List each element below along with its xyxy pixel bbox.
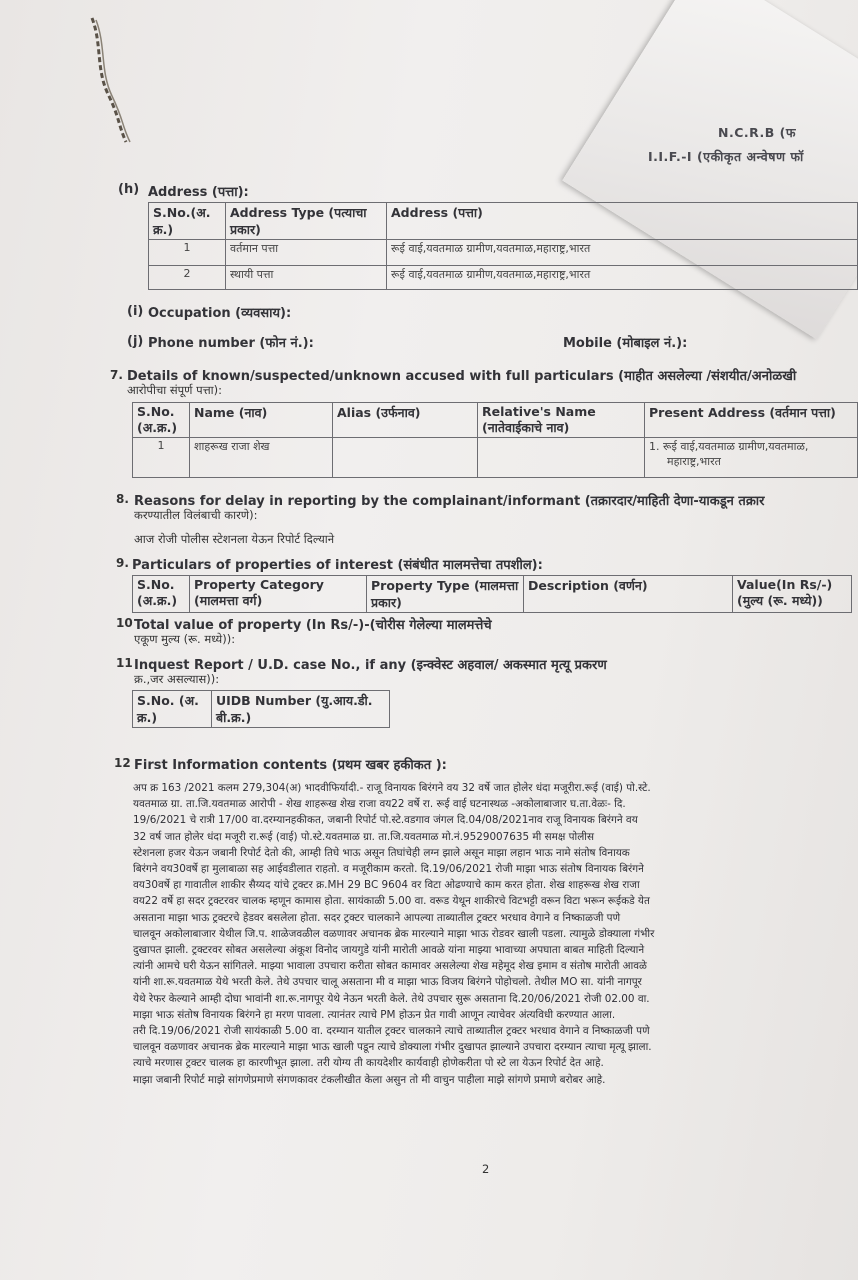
ncrb-header: N.C.R.B (फ [718, 125, 796, 140]
column-header: Present Address (वर्तमान पत्ता) [645, 403, 858, 438]
table-header-row [133, 403, 858, 438]
column-header: Address (पत्ता) [387, 203, 858, 240]
table-header-row [133, 691, 390, 728]
fir-line: स्टेशनला हजर येऊन जबानी रिपोर्ट देतो की, आम्ही तिघे भाऊ असून तिघांचेही लग्न झाले असून माझा लहान भाऊ नामे संतोष विनायक [133, 846, 630, 859]
column-header: Relative's Name (नातेवाईकाचे नाव) [478, 403, 645, 438]
fir-line: माझा भाऊ संतोष विनायक बिरंगने हा मरण पावला. त्यानंतर त्याचे PM होऊन प्रेत गावी आणून त्याचेवर अंत्यविधी करण्यात आला. [133, 1008, 616, 1021]
fir-line: चालवून वळणावर अचानक ब्रेक मारल्याने माझा भाऊ खाली पडून त्याचे डोक्याला गंभीर दुखापत झाल्याने उपचारा दरम्यान त्याचा मृत्यू झाला. [133, 1041, 652, 1054]
cell-sno: 1 [133, 438, 190, 478]
binding-thread [88, 14, 138, 144]
table-header-row [133, 576, 852, 613]
total-value-label-line2: एकूण मुल्य (रू. मध्ये)): [134, 632, 236, 646]
cell-alias [333, 438, 478, 478]
accused-table [132, 402, 858, 478]
accused-label-line1: Details of known/suspected/unknown accused with full particulars (माहीत असलेल्या /संशयीत/अनोळखी [127, 369, 797, 384]
column-header: Alias (उर्फनाव) [333, 403, 478, 438]
column-header: S.No. (अ. क्र.) [133, 691, 212, 728]
present-address-line2: महाराष्ट्र,भारत [667, 455, 721, 468]
cell-sno: 2 [149, 266, 226, 290]
fir-line: तरी दि.19/06/2021 रोजी सायंकाळी 5.00 वा. दरम्यान यातील ट्रक्टर चालकाने त्याचे ताब्यातील ट्रक्टर भरधाव वेगाने व निष्काळजी पणे [133, 1025, 650, 1038]
mobile-label: Mobile (मोबाइल नं.): [563, 336, 688, 351]
fir-line: यवतमाळ ग्रा. ता.जि.यवतमाळ आरोपी - शेख शाहरूख शेख राजा वय22 वर्षे रा. रूई वाई घटनास्थळ -अकोलाबाजार घ.ता.वेळः- दि. [133, 798, 626, 811]
fir-line: यांनी शा.रू.यवतमाळ येथे भरती केले. तेथे उपचार चालू असताना मी व माझा भाऊ विजय बिरंगने पोहोचलो. तेथील MO सा. यांनी नागपूर [133, 976, 642, 989]
page-number: 2 [482, 1162, 490, 1176]
inquest-label-line1: Inquest Report / U.D. case No., if any (इन्क्वेस्ट अहवाल/ अकस्मात मृत्यू प्रकरण [134, 658, 607, 673]
fir-line: 19/6/2021 चे रात्री 17/00 वा.दरम्यानहकीकत, जबानी रिपोर्ट पो.स्टे.वडगाव जंगल दि.04/08/2021नाव राजू विनायक बिरंगने वय [133, 814, 638, 827]
delay-label-line2: करण्यातील विलंबाची कारणे): [134, 508, 258, 522]
delay-label-line1: Reasons for delay in reporting by the complainant/informant (तक्रारदार/माहिती देणा-याकडून तक्रार [134, 494, 765, 509]
fir-line: असताना माझा भाऊ ट्रक्टरचे हेडवर बसलेला होता. सदर ट्रक्टर चालकाने आपल्या ताब्यातील ट्रक्टर भरधाव वेगाने व निष्काळजी पणे [133, 911, 621, 924]
fir-line: त्याचे मरणास ट्रक्टर चालक हा कारणीभूत झाला. तरी योग्य ती कायदेशीर कार्यवाही होणेकरीता पो स्टे ला येऊन रिपोर्ट देत आहे. [133, 1057, 604, 1070]
occupation-label: Occupation (व्यवसाय): [148, 306, 292, 321]
fir-line: वय30वर्षे हा गावातील शाकीर सैय्यद यांचे ट्रक्टर क्र.MH 29 BC 9604 वर विटा ओढण्याचे काम करत होता. शेख शाहरूख शेख राजा [133, 879, 640, 892]
accused-label-line2: आरोपीचा संपूर्ण पत्ता): [127, 383, 222, 397]
cell-name: शाहरूख राजा शेख [190, 438, 333, 478]
section-7-number: 7. [110, 368, 123, 382]
delay-reason-text: आज रोजी पोलीस स्टेशनला येऊन रिपोर्ट दिल्याने [134, 532, 335, 546]
address-table [148, 202, 858, 290]
column-header: UIDB Number (यु.आय.डी. बी.क्र.) [212, 691, 390, 728]
section-10-number: 10 [116, 616, 133, 630]
inquest-table [132, 690, 390, 728]
cell-present-address [645, 438, 858, 478]
column-header: Property Category (मालमत्ता वर्ग) [190, 576, 367, 613]
fir-line: माझा जबानी रिपोर्ट माझे सांगणेप्रमाणे संगणकावर टंकलीखीत केला असुन तो मी वाचुन पाहीला माझे सांगणे प्रमाणे बरोबर आहे. [133, 1073, 606, 1086]
table-row [133, 438, 858, 478]
present-address-line1: 1. रूई वाई,यवतमाळ ग्रामीण,यवतमाळ, [649, 440, 809, 453]
fir-line: बिरंगने वय30वर्षे हा मुलाबाळा सह आईवडीलात राहतो. व मजूरीकाम करतो. दि.19/06/2021 रोजी माझा भाऊ संतोष विनायक बिरंगने [133, 863, 644, 876]
cell-address: रूई वाई,यवतमाळ ग्रामीण,यवतमाळ,महाराष्ट्र,भारत [387, 240, 858, 266]
iif-header: I.I.F.-I (एकीकृत अन्वेषण फॉ [648, 149, 804, 164]
phone-label: Phone number (फोन नं.): [148, 336, 314, 351]
fir-line: अप क्र 163 /2021 कलम 279,304(अ) भादवीफिर्यादी.- राजू विनायक बिरंगने वय 32 वर्षे जात होलेर धंदा मजूरीरा.रूई (वाई) पो.स्टे. [133, 782, 651, 794]
phone-letter: (j) [127, 334, 144, 349]
column-header: Property Type (मालमत्ता प्रकार) [367, 576, 524, 613]
table-header-row [149, 203, 858, 240]
cell-type: स्थायी पत्ता [226, 266, 387, 290]
fir-line: त्यांनी आमचे घरी येऊन सांगितले. माझ्या भावाला उपचारा करीता सोबत कामावर असलेल्या शेख महेमूद शेख इमाम व संतोष मारोती आवळे [133, 960, 647, 973]
fir-contents [133, 780, 823, 1088]
section-12-number: 12 [114, 756, 131, 770]
fir-line: चालवून अकोलाबाजार येथील जि.प. शाळेजवळील वळणावर अचानक ब्रेक मारल्याने माझा भाऊ रोडवर खाली पडला. त्यामुळे डोक्याला गंभीर [133, 927, 655, 940]
section-11-number: 11 [116, 656, 133, 670]
section-9-number: 9. [116, 556, 129, 570]
fir-line: दुखापत झाली. ट्रक्टरवर सोबत असलेल्या अंकूश विनोद जायगुडे यांनी मारोती आवळे यांना माझ्या भावाच्या अपघाता बाबत माहिती दिल्याने [133, 944, 645, 957]
column-header: Value(In Rs/-) (मुल्य (रू. मध्ये)) [733, 576, 852, 613]
section-8-number: 8. [116, 492, 129, 506]
column-header: Name (नाव) [190, 403, 333, 438]
address-letter: (h) [118, 182, 140, 197]
column-header: S.No. (अ.क्र.) [133, 403, 190, 438]
column-header: S.No.(अ. क्र.) [149, 203, 226, 240]
cell-relative [478, 438, 645, 478]
address-label: Address (पत्ता): [148, 185, 249, 200]
inquest-label-line2: क्र.,जर असल्यास)): [134, 672, 220, 686]
table-row [149, 266, 858, 290]
cell-sno: 1 [149, 240, 226, 266]
column-header: S.No. (अ.क्र.) [133, 576, 190, 613]
fir-label: First Information contents (प्रथम खबर हकीकत ): [134, 758, 447, 773]
column-header: Description (वर्णन) [524, 576, 733, 613]
fir-line: वय22 वर्षे हा सदर ट्रक्टरवर चालक म्हणून कामास होता. सायंकाळी 5.00 वा. वरूड येथून शाकीरचे विटभट्टी वरून विटा भरून रूईकडे येत [133, 895, 650, 908]
occupation-letter: (i) [127, 304, 144, 319]
fir-line: 32 वर्ष जात होलेर धंदा मजूरी रा.रूई (वाई) पो.स्टे.यवतमाळ ग्रा. ता.जि.यवतमाळ मो.नं.9529007635 मी समक्ष पोलीस [133, 830, 594, 843]
column-header: Address Type (पत्याचा प्रकार) [226, 203, 387, 240]
properties-table [132, 575, 852, 613]
table-row [149, 240, 858, 266]
fir-line: येथे रेफर केल्याने आम्ही दोघा भावांनी शा.रू.नागपूर येथे नेऊन भरती केले. तेथे उपचार सुरू असताना दि.20/06/2021 रोजी 02.00 वा. [133, 992, 650, 1005]
cell-address: रूई वाई,यवतमाळ ग्रामीण,यवतमाळ,महाराष्ट्र,भारत [387, 266, 858, 290]
cell-type: वर्तमान पत्ता [226, 240, 387, 266]
properties-label: Particulars of properties of interest (संबंधीत मालमत्तेचा तपशील): [132, 558, 543, 573]
total-value-label-line1: Total value of property (In Rs/-)-(चोरीस गेलेल्या मालमत्तेचे [134, 618, 492, 633]
